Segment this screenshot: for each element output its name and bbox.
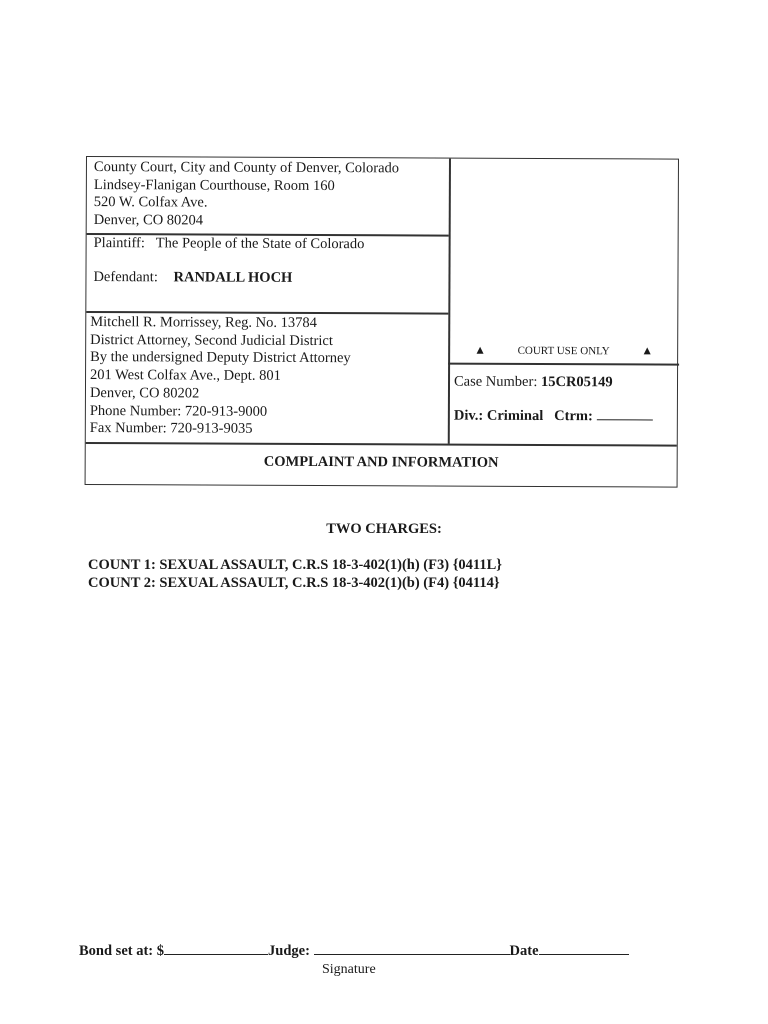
attorney-line: Mitchell R. Morrissey, Reg. No. 13784 <box>90 314 317 332</box>
judge-signature-blank <box>314 941 510 955</box>
date-blank <box>539 941 629 955</box>
defendant-line <box>93 269 292 287</box>
plaintiff-label: Plaintiff: <box>93 235 145 252</box>
count-line: COUNT 1: SEXUAL ASSAULT, C.R.S 18-3-402(1)(h) (F3) {0411L} <box>88 557 502 573</box>
attorney-line: 201 West Colfax Ave., Dept. 801 <box>90 367 281 384</box>
case-caption-box <box>85 156 679 488</box>
court-info <box>94 159 449 231</box>
division-line <box>454 407 653 426</box>
defendant-label: Defendant: <box>93 269 158 286</box>
court-use-divider <box>448 363 679 366</box>
court-line: Lindsey-Flanigan Courthouse, Room 160 <box>93 176 335 194</box>
bond-label: Bond set at: $ <box>79 943 164 959</box>
defendant-value: RANDALL HOCH <box>173 269 293 286</box>
signature-row <box>79 941 629 960</box>
courtroom-blank <box>596 407 652 420</box>
court-use-text: COURT USE ONLY <box>517 344 610 358</box>
attorney-line: Denver, CO 80202 <box>89 384 200 402</box>
attorney-line: Fax Number: 720-913-9035 <box>89 420 253 437</box>
division-value: Div.: Criminal <box>453 407 544 424</box>
case-number-value: 15CR05149 <box>540 373 613 391</box>
attorney-line: Phone Number: 720-913-9000 <box>89 402 268 420</box>
plaintiff-line <box>94 235 365 253</box>
court-use-only-label <box>448 342 679 358</box>
bond-blank <box>164 941 268 955</box>
attorney-info <box>90 314 446 439</box>
signature-caption: Signature <box>322 962 376 977</box>
attorney-line: By the undersigned Deputy District Attorney <box>90 349 351 367</box>
triangle-up-icon: ▲ <box>474 342 487 357</box>
court-line: 520 W. Colfax Ave. <box>93 194 208 211</box>
courtroom-label: Ctrm: <box>554 408 593 425</box>
court-line: County Court, City and County of Denver, Colorado <box>93 159 400 177</box>
plaintiff-value: The People of the State of Colorado <box>155 235 365 253</box>
date-label: Date <box>509 943 539 959</box>
caption-divider-vertical <box>448 159 451 444</box>
count-line: COUNT 2: SEXUAL ASSAULT, C.R.S 18-3-402(1)(b) (F4) {04114} <box>88 575 500 591</box>
charges-heading: TWO CHARGES: <box>326 521 442 537</box>
triangle-up-icon: ▲ <box>641 343 654 358</box>
judge-label: Judge: <box>268 943 310 959</box>
case-number-label: Case Number: <box>453 373 538 390</box>
document-title: COMPLAINT AND INFORMATION <box>263 453 499 471</box>
case-number-line <box>454 374 613 392</box>
court-line: Denver, CO 80204 <box>93 211 204 229</box>
caption-divider <box>86 442 677 446</box>
attorney-line: District Attorney, Second Judicial District <box>90 331 333 349</box>
